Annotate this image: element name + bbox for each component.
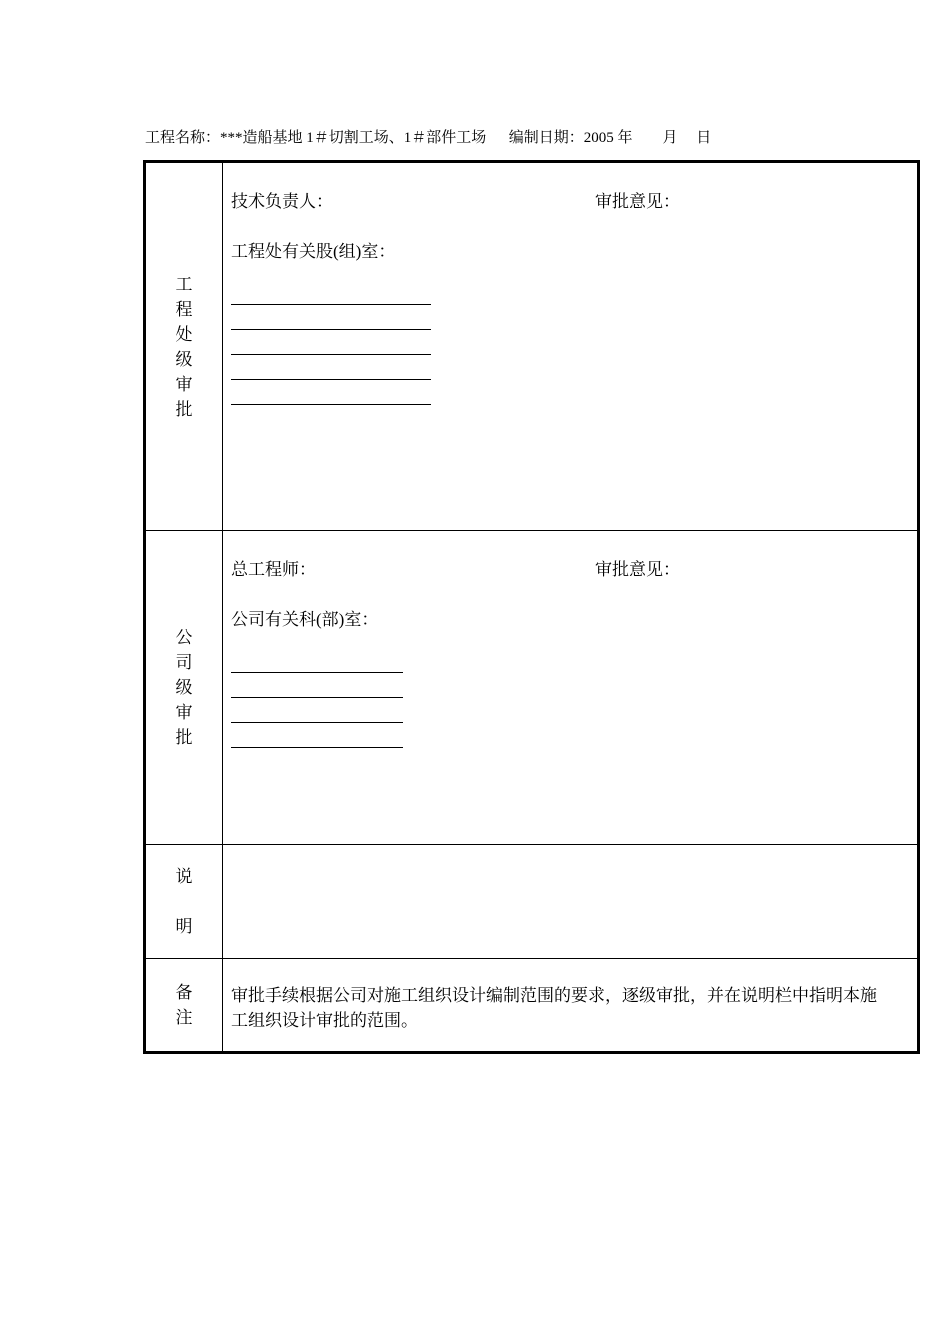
explanation-label-cell: [145, 845, 223, 959]
explanation-label-top: 说: [175, 866, 193, 886]
signature-line[interactable]: [231, 404, 431, 405]
company-approval-row: [145, 531, 919, 845]
division-office-label: 工程处有关股(组)室：: [231, 242, 396, 261]
signature-line[interactable]: [231, 354, 431, 355]
remark-row: [145, 959, 919, 1053]
remark-label: 备注: [175, 983, 193, 1027]
company-approval-label: 公司级审批: [175, 628, 193, 747]
company-approval-content: [223, 531, 919, 845]
division-opinion-label: 审批意见：: [595, 192, 680, 211]
signature-line[interactable]: [231, 379, 431, 380]
form-header: 工程名称：***造船基地 1＃切割工场、1＃部件工场 编制日期：2005 年 月 日: [145, 130, 712, 146]
signature-line[interactable]: [231, 747, 403, 748]
division-approval-row: [145, 162, 919, 531]
explanation-row: [145, 845, 919, 959]
signature-line[interactable]: [231, 304, 431, 305]
chief-engineer-label: 总工程师：: [231, 560, 316, 579]
signature-line[interactable]: [231, 672, 403, 673]
signature-line[interactable]: [231, 697, 403, 698]
explanation-label-bottom: 明: [175, 916, 193, 936]
division-approval-label-cell: [145, 162, 223, 531]
remark-content-cell: [223, 959, 919, 1053]
explanation-content[interactable]: [223, 845, 919, 959]
signature-line[interactable]: [231, 329, 431, 330]
tech-lead-label: 技术负责人：: [231, 192, 333, 211]
division-approval-label: 工程处级审批: [175, 274, 193, 419]
company-opinion-label: 审批意见：: [595, 560, 680, 579]
company-approval-label-cell: [145, 531, 223, 845]
remark-text: 审批手续根据公司对施工组织设计编制范围的要求，逐级审批，并在说明栏中指明本施工组织设计审批的范围。: [231, 986, 877, 1030]
division-approval-content: [223, 162, 919, 531]
company-office-label: 公司有关科(部)室：: [231, 610, 379, 629]
signature-line[interactable]: [231, 722, 403, 723]
remark-label-cell: [145, 959, 223, 1053]
approval-form-table: [143, 160, 920, 1054]
